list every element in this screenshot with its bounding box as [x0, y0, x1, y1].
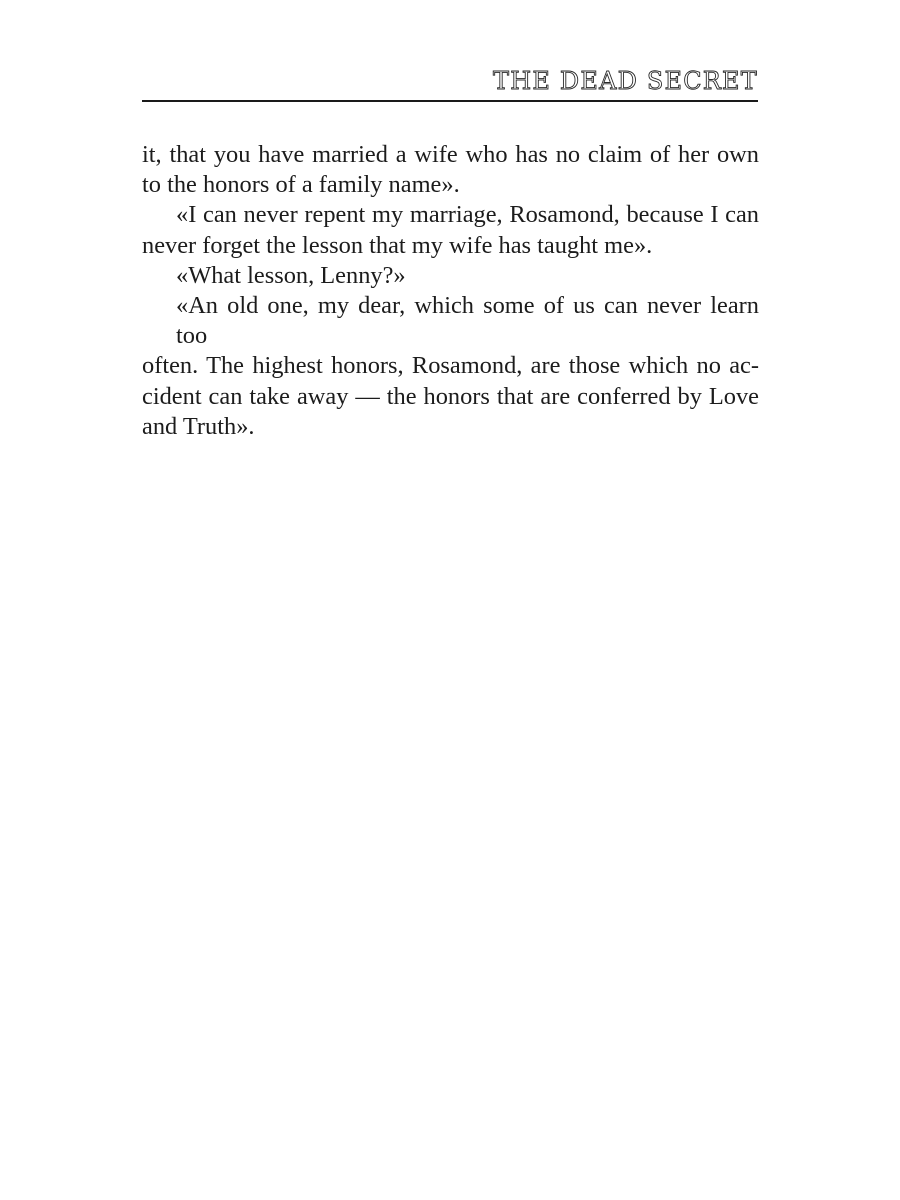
text-line: «I can never repent my marriage, Rosamond, because I can	[176, 201, 759, 229]
text-line: it, that you have married a wife who has no claim of her own	[142, 141, 759, 168]
text-line: «What lesson, Lenny?»	[176, 261, 406, 289]
running-title: THE DEAD SECRET	[493, 67, 758, 95]
text-line: to the honors of a family name».	[142, 171, 460, 199]
text-line: often. The highest honors, Rosamond, are those which no ac-	[142, 352, 759, 380]
header-rule	[142, 100, 758, 102]
text-line: cident can take away — the honors that are conferred by Love	[142, 382, 759, 410]
text-line: «An old one, my dear, which some of us can never learn too	[176, 292, 759, 350]
text-line: and Truth».	[142, 412, 255, 440]
body-text	[142, 140, 759, 442]
running-header	[142, 64, 758, 104]
text-line: never forget the lesson that my wife has taught me».	[142, 231, 653, 259]
